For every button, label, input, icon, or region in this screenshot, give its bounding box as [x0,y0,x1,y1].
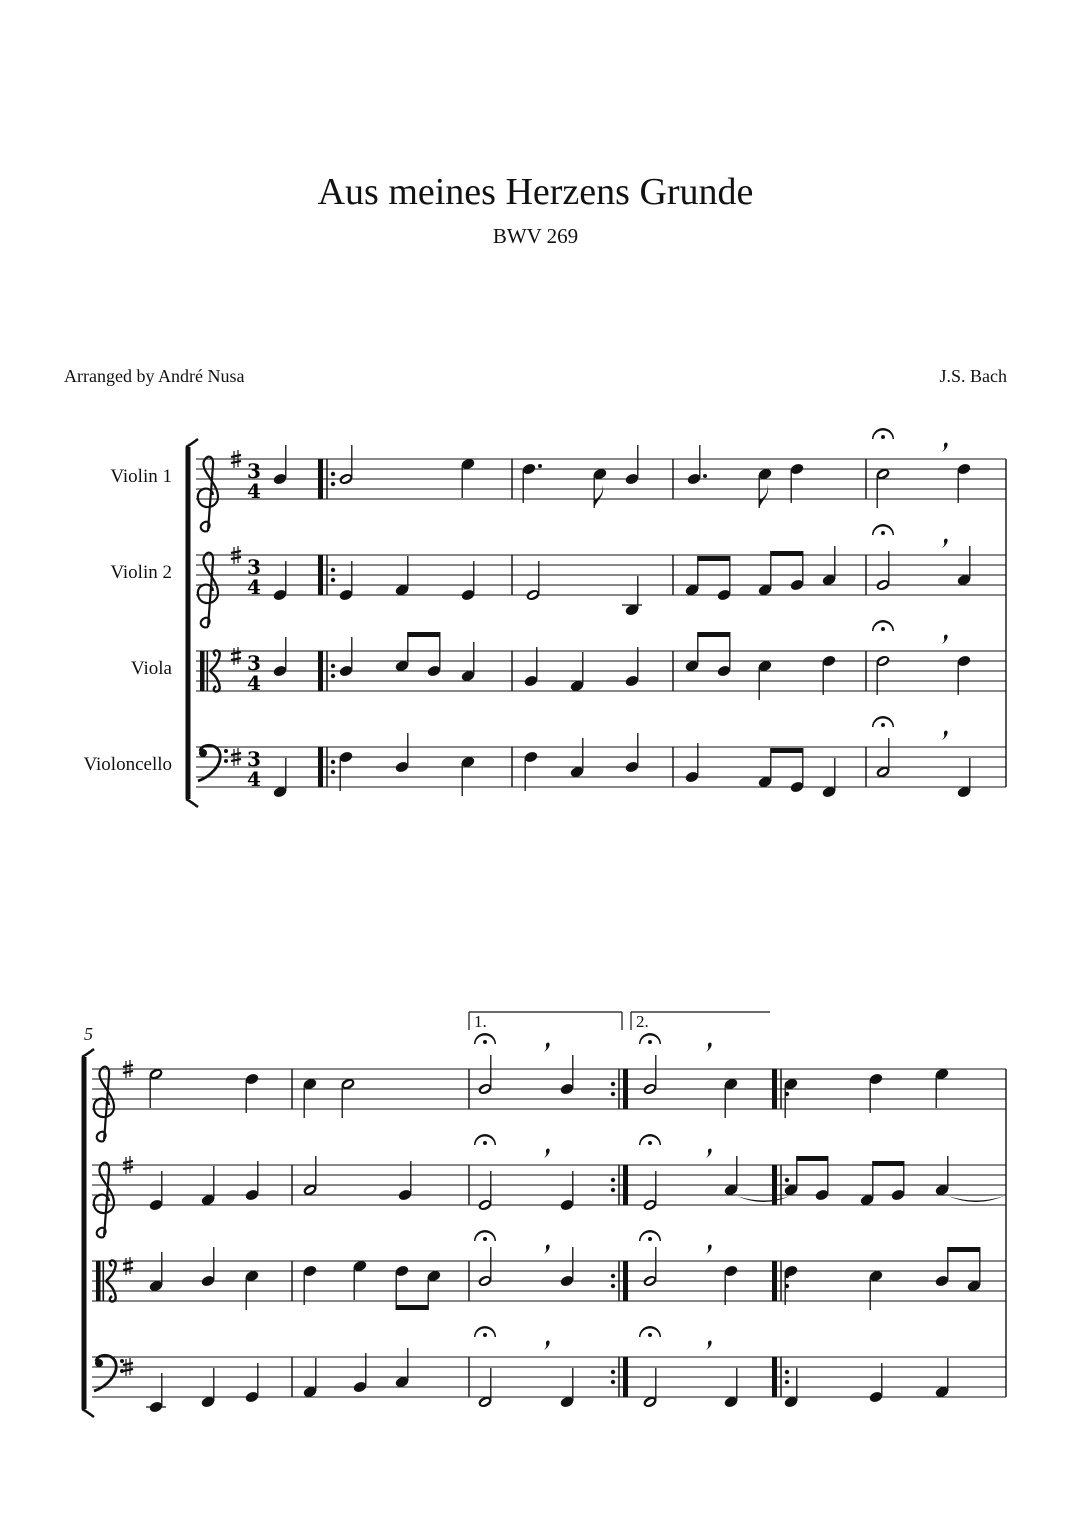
repeat-thick-bar [318,459,323,499]
tie [737,1196,790,1202]
arranger-credit: Arranged by André Nusa [64,366,245,386]
fermata [872,716,894,727]
repeat-thick-bar [623,1261,628,1301]
breath-mark [942,635,948,644]
repeat-dot [331,760,335,764]
beam [873,1161,904,1166]
repeat-dot [331,472,335,476]
repeat-thick-bar [318,651,323,691]
bracket-hook [186,439,198,447]
treble-clef [94,1067,114,1142]
bracket-hook [82,1409,94,1417]
score-title: Aus meines Herzens Grunde [317,171,754,213]
treble-clef [198,553,218,628]
bracket-hook [186,799,198,807]
instrument-name-viola: Viola [130,658,172,679]
treble-clef [94,1163,114,1238]
fermata [872,428,894,439]
repeat-thick-bar [318,555,323,595]
repeat-thick-bar [772,1165,777,1205]
instrument-name-violoncello: Violoncello [83,754,172,775]
repeat-dot [331,568,335,572]
breath-mark [706,1149,712,1158]
breath-mark [942,539,948,548]
breath-mark [706,1043,712,1052]
time-signature-top: 3 [247,747,261,771]
time-signature-top: 3 [247,555,261,579]
repeat-thick-bar [772,1357,777,1397]
beam [698,632,730,637]
repeat-dot [331,770,335,774]
fermata [474,1230,496,1241]
repeat-dot [611,1188,615,1192]
beam [698,556,730,561]
repeat-thick-bar [623,1165,628,1205]
breath-mark [706,1341,712,1350]
repeat-dot [785,1370,789,1374]
repeat-dot [611,1284,615,1288]
score-subtitle: BWV 269 [492,224,579,248]
repeat-thick-bar [623,1357,628,1397]
time-signature-bottom: 4 [247,575,261,599]
repeat-dot [611,1274,615,1278]
beam [408,632,440,637]
repeat-dot [611,1178,615,1182]
beam [797,1156,828,1161]
repeat-thick-bar [772,1069,777,1109]
fermata [639,1326,661,1337]
composer-credit: J.S. Bach [939,366,1007,386]
measure-number: 5 [84,1024,93,1044]
fermata [639,1230,661,1241]
fermata [474,1033,496,1044]
bass-clef [198,745,228,781]
fermata [639,1134,661,1145]
breath-mark [942,443,948,452]
breath-mark [544,1245,550,1254]
breath-mark [942,731,948,740]
time-signature-bottom: 4 [247,479,261,503]
repeat-thick-bar [623,1069,628,1109]
bass-clef [94,1355,124,1391]
repeat-dot [611,1082,615,1086]
breath-mark [544,1341,550,1350]
repeat-dot [611,1380,615,1384]
treble-clef [198,457,218,532]
repeat-dot [785,1380,789,1384]
breath-mark [706,1245,712,1254]
volta-label-2: 2. [636,1012,649,1031]
repeat-thick-bar [318,747,323,787]
repeat-dot [611,1092,615,1096]
fermata [872,524,894,535]
breath-mark [544,1149,550,1158]
repeat-dot [331,578,335,582]
augmentation-dot [538,464,542,468]
repeat-dot [785,1178,789,1182]
instrument-name-violin-1: Violin 1 [110,466,172,487]
repeat-thick-bar [772,1261,777,1301]
augmentation-dot [703,474,707,478]
beam [396,1305,428,1310]
eighth-flag [759,484,768,508]
beam [948,1247,980,1252]
repeat-dot [611,1370,615,1374]
fermata [474,1326,496,1337]
time-signature-bottom: 4 [247,767,261,791]
repeat-dot [331,674,335,678]
eighth-flag [594,484,603,508]
time-signature-bottom: 4 [247,671,261,695]
key-signature-sharp [123,1257,133,1275]
volta-label-1: 1. [474,1012,487,1031]
fermata [474,1134,496,1145]
key-signature-sharp [231,647,241,665]
bracket-hook [82,1049,94,1057]
time-signature-top: 3 [247,651,261,675]
fermata [872,620,894,631]
time-signature-top: 3 [247,459,261,483]
repeat-dot [331,664,335,668]
repeat-dot [331,482,335,486]
tie [948,1196,1004,1202]
fermata [639,1033,661,1044]
beam [771,551,803,556]
beam [771,748,803,753]
breath-mark [544,1043,550,1052]
instrument-name-violin-2: Violin 2 [110,562,172,583]
